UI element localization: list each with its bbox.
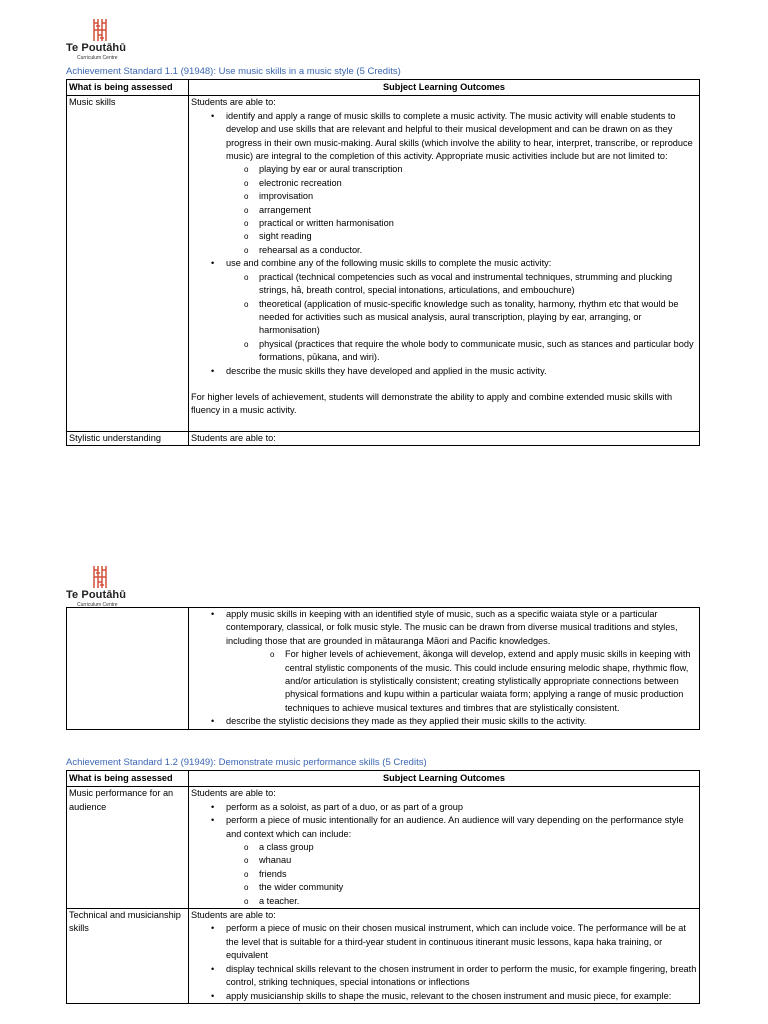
logo-subtitle: Curriculum Centre [77,55,118,61]
list-item: o practical or written harmonisation [244,217,697,230]
logo-subtitle: Curriculum Centre [77,602,118,608]
list-item: o improvisation [244,190,697,203]
standard-1-2-table [66,770,700,1004]
outcome-list [191,801,697,908]
logo-name: Te Poutāhū [66,589,127,601]
list-item: o For higher levels of achievement, ākonga will develop, extend and apply music skills in keeping with central stylistic components of the music. This could include ensuring melodic shape, rhythmic flow, and/or articulation is stylistically consistent; creating stylistically appropriate connections between physical formations and kupu within a particular waiata form; applying a range of music production techniques to achieve musical textures and timbres that are stylistically consistent. [270,648,697,715]
list-item: o a teacher. [244,895,697,908]
standard-1-2-heading: Achievement Standard 1.2 (91949): Demonstrate music performance skills (5 Credits) [66,757,427,768]
sub-list [226,841,697,908]
sub-list [226,163,697,257]
list-item: o sight reading [244,230,697,243]
list-item: • describe the music skills they have developed and applied in the music activity. [211,365,697,378]
list-item: o rehearsal as a conductor. [244,244,697,257]
sub-list [226,648,697,715]
row-label [67,608,189,730]
header-assessed: What is being assessed [67,771,189,787]
list-item: • apply musicianship skills to shape the music, relevant to the chosen instrument and music piece, for example: [211,990,697,1003]
list-item: • use and combine any of the following music skills to complete the music activity: o practical (technical competencies such as vocal and instrumental techniques, strumming and plucking strings, hā, breath control, special intonations, articulations, and embouchure) o theoretical (application of music-specific knowledge such as tonality, harmony, rhythm etc that would be needed for activities such as musical analysis, aural transcription, playing by ear, arranging, or harmonisation) o physical (practices that require the whole body to communicate music, such as stances and particular body formations, pūkana, and wiri). [211,257,697,364]
row-outcomes [189,909,700,1004]
list-item: • perform as a soloist, as part of a duo, or as part of a group [211,801,697,814]
list-item: o electronic recreation [244,177,697,190]
row-outcomes [189,608,700,730]
row-outcomes [189,96,700,431]
table-row [67,431,700,445]
list-item: • identify and apply a range of music skills to complete a music activity. The music activity will enable students to develop and use skills that are relevant and helpful to their musical development and can be drawn on as they progress in their own music-making. Aural skills (which involve the ability to hear, interpret, transcribe, or reproduce music) are integral to the completion of this activity. Appropriate music activities include but are not limited to: o playing by ear or aural transcription o electronic recreation o improvisation o arrangement o practical or written harmonisation o sight reading o rehearsal as a conductor. [211,110,697,257]
list-item: • apply music skills in keeping with an identified style of music, such as a specific waiata style or a particular contemporary, classical, or folk music style. The music can be drawn from diverse musical traditions and styles, including those that are grounded in mātauranga Māori and Pacific knowledges. o For higher levels of achievement, ākonga will develop, extend and apply music skills in keeping with central stylistic components of the music. This could include ensuring melodic shape, rhythmic flow, and/or articulation is stylistically consistent; creating stylistically appropriate connections between physical formations and kupu within a particular waiata form; applying a range of music production techniques to achieve musical textures and timbres that are stylistically consistent. [211,608,697,715]
list-item: o playing by ear or aural transcription [244,163,697,176]
standard-1-1-table [66,79,700,446]
logo-name: Te Poutāhū [66,42,127,54]
list-item: • display technical skills relevant to the chosen instrument in order to perform the music, for example fingering, breath control, striking techniques, special intonations or inflections [211,963,697,990]
intro-text: Students are able to: [191,97,276,108]
standard-1-1-heading: Achievement Standard 1.1 (91948): Use music skills in a music style (5 Credits) [66,66,401,77]
list-item: • perform a piece of music intentionally for an audience. An audience will vary depending on the performance style and context which can include: o a class group o whanau o friends o the wider community o a teacher. [211,814,697,908]
intro-text: Students are able to: [191,910,276,921]
continuation-table [66,607,700,730]
header-outcomes: Subject Learning Outcomes [189,80,700,96]
pou-icon [92,565,108,589]
outcome-list [191,922,697,1002]
row-label: Music performance for an audience [67,787,189,909]
list-item: • perform a piece of music on their chosen musical instrument, which can include voice. The performance will be at the level that is suitable for a third-year student in continuous itinerant music lessons, kapa haka training, or equivalent [211,922,697,962]
higher-achievement-text: For higher levels of achievement, students will demonstrate the ability to apply and combine extended music skills with fluency in a music activity. [191,391,673,416]
list-item: o whanau [244,854,697,867]
table-header-row [67,80,700,96]
header-assessed: What is being assessed [67,80,189,96]
list-item: o friends [244,868,697,881]
row-outcomes [189,787,700,909]
list-item: o practical (technical competencies such as vocal and instrumental techniques, strumming and plucking strings, hā, breath control, special intonations, articulations, and embouchure) [244,271,697,298]
outcome-list [191,110,697,378]
list-item: o physical (practices that require the whole body to communicate music, such as stances and particular body formations, pūkana, and wiri). [244,338,697,365]
list-item: o theoretical (application of music-specific knowledge such as tonality, harmony, rhythm etc that would be needed for activities such as musical analysis, aural transcription, playing by ear, arranging, or harmonisation) [244,298,697,338]
list-item: o a class group [244,841,697,854]
row-label: Music skills [67,96,189,431]
intro-text: Students are able to: [189,431,700,445]
table-row [67,96,700,431]
table-row [67,787,700,909]
row-label: Technical and musicianship skills [67,909,189,1004]
outcome-list [191,608,697,729]
list-item: o the wider community [244,881,697,894]
header-outcomes: Subject Learning Outcomes [189,771,700,787]
pou-icon [92,18,108,42]
table-header-row [67,771,700,787]
table-row [67,909,700,1004]
list-item: o arrangement [244,204,697,217]
table-row [67,608,700,730]
row-label: Stylistic understanding [67,431,189,445]
intro-text: Students are able to: [191,788,276,799]
list-item: • describe the stylistic decisions they made as they applied their music skills to the activity. [211,715,697,728]
sub-list [226,271,697,365]
